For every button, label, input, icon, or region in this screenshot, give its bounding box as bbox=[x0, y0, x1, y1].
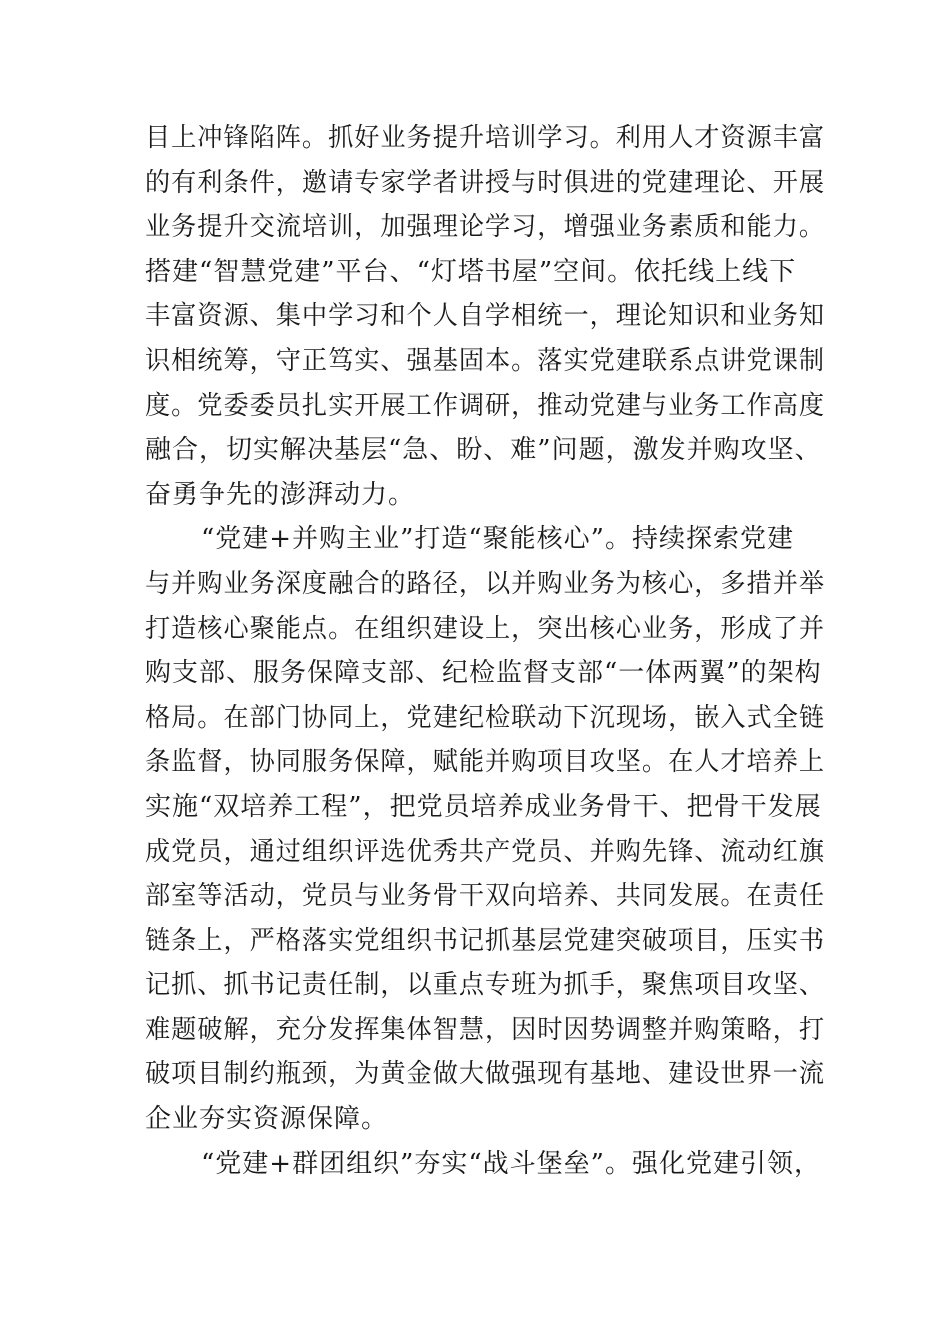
paragraph-heading-line: “党建+并购主业”打造“聚能核心”。持续探索党建 bbox=[201, 524, 794, 555]
text-line: 与并购业务深度融合的路径，以并购业务为核心，多措并举 bbox=[145, 568, 826, 599]
text-line: 部室等活动，党员与业务骨干双向培养、共同发展。在责任 bbox=[145, 881, 826, 912]
text-line: 购支部、服务保障支部、纪检监督支部“一体两翼”的架构 bbox=[145, 658, 822, 689]
text-line: 度。党委委员扎实开展工作调研，推动党建与业务工作高度 bbox=[145, 390, 826, 421]
text-line: 格局。在部门协同上，党建纪检联动下沉现场，嵌入式全链 bbox=[145, 702, 826, 733]
text-line: 搭建“智慧党建”平台、“灯塔书屋”空间。依托线上线下 bbox=[145, 256, 797, 287]
text-line: 企业夯实资源保障。 bbox=[145, 1104, 389, 1135]
text-line: 条监督，协同服务保障，赋能并购项目攻坚。在人才培养上 bbox=[145, 747, 826, 778]
body-text bbox=[145, 116, 825, 1186]
text-line: 实施“双培养工程”，把党员培养成业务骨干、把骨干发展 bbox=[145, 791, 822, 822]
text-line: 破项目制约瓶颈，为黄金做大做强现有基地、建设世界一流 bbox=[145, 1059, 826, 1090]
text-line: 业务提升交流培训，加强理论学习，增强业务素质和能力。 bbox=[145, 212, 826, 243]
text-line: 成党员，通过组织评选优秀共产党员、并购先锋、流动红旗 bbox=[145, 836, 826, 867]
text-line: 记抓、抓书记责任制，以重点专班为抓手，聚焦项目攻坚、 bbox=[145, 970, 826, 1001]
text-line: 的有利条件，邀请专家学者讲授与时俱进的党建理论、开展 bbox=[145, 167, 826, 198]
text-line: 打造核心聚能点。在组织建设上，突出核心业务，形成了并 bbox=[145, 613, 826, 644]
text-line: 难题破解，充分发挥集体智慧，因时因势调整并购策略，打 bbox=[145, 1014, 826, 1045]
text-line: 目上冲锋陷阵。抓好业务提升培训学习。利用人才资源丰富 bbox=[145, 123, 826, 153]
text-line: 丰富资源、集中学习和个人自学相统一，理论知识和业务知 bbox=[145, 301, 826, 332]
text-line: 融合，切实解决基层“急、盼、难”问题，激发并购攻坚、 bbox=[145, 435, 822, 466]
text-line: 识相统筹，守正笃实、强基固本。落实党建联系点讲党课制 bbox=[145, 345, 826, 376]
paragraph-heading-line: “党建+群团组织”夯实“战斗堡垒”。强化党建引领， bbox=[201, 1148, 821, 1179]
text-line: 链条上，严格落实党组织书记抓基层党建突破项目，压实书 bbox=[145, 925, 826, 956]
text-line: 奋勇争先的澎湃动力。 bbox=[145, 479, 416, 510]
